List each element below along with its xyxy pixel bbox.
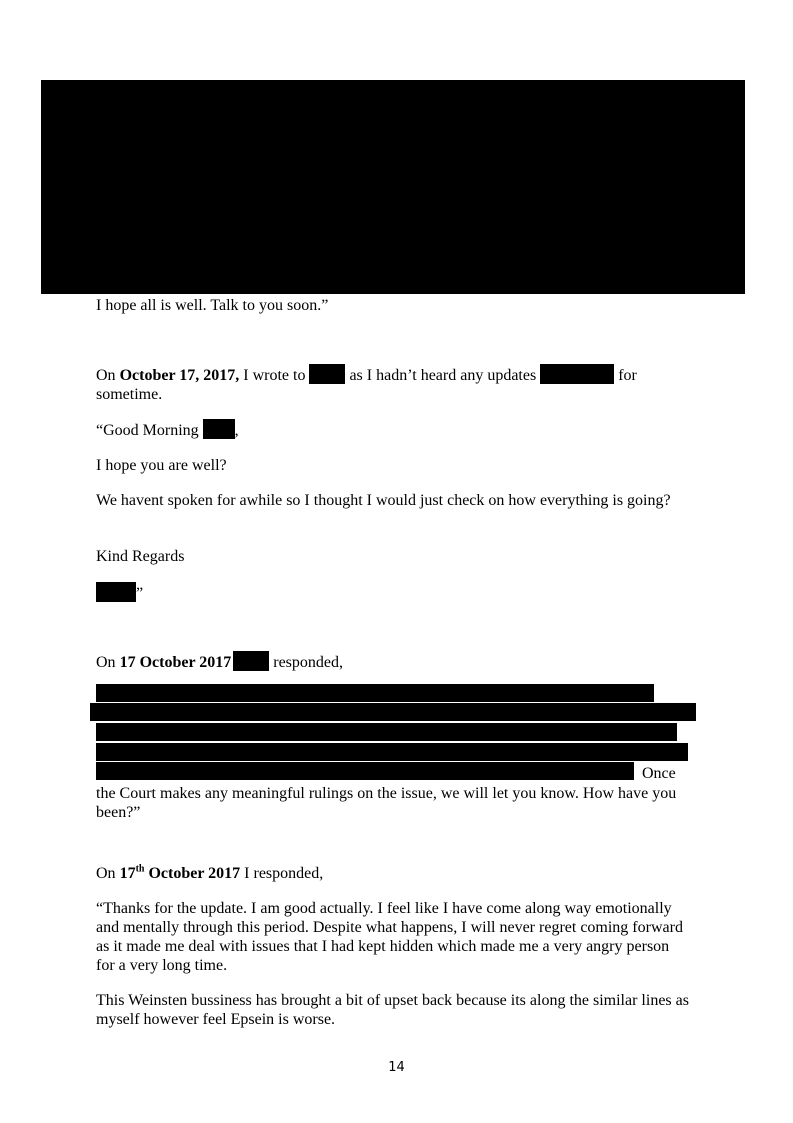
paragraph-i-responded: On 17th October 2017 I responded,: [96, 863, 324, 882]
date-17th-october: 17th October 2017: [119, 863, 241, 882]
date-october-17: October 17, 2017,: [119, 367, 240, 384]
paragraph-october-17: On October 17, 2017, I wrote to as I hadn’t heard any updates for sometime.: [96, 364, 706, 404]
redaction-line: [90, 703, 696, 721]
closing-line: I hope all is well. Talk to you soon.”: [96, 297, 329, 314]
thanks-paragraph: “Thanks for the update. I am good actually. I feel like I have come along way emotionally and mentally through this period. Despite what happens, I will never regret coming forward as it made me deal with issues that I had kept hidden which made me a very angry person for a very long time.: [96, 900, 683, 974]
line-hope: I hope you are well?: [96, 457, 227, 474]
redaction: [96, 582, 136, 602]
redaction: [309, 364, 345, 384]
line-havent-spoken: We havent spoken for awhile so I thought I would just check on how everything is going?: [96, 492, 671, 509]
redaction: [540, 364, 614, 384]
page-number: 14: [388, 1060, 405, 1075]
redaction-line: [96, 762, 634, 780]
redaction-line: [96, 684, 654, 702]
redaction-block-top: [41, 80, 745, 294]
redaction-line: [96, 723, 677, 741]
signature-line: ”: [96, 582, 706, 603]
line-kind-regards: Kind Regards: [96, 548, 185, 565]
weinstein-paragraph: This Weinsten bussiness has brought a bit of upset back because its along the similar lines as myself however feel Epsein is worse.: [96, 992, 689, 1028]
redaction: [203, 419, 235, 439]
greeting-line: “Good Morning ,: [96, 419, 706, 440]
paragraph-responded: On 17 October 2017 responded,: [96, 651, 706, 672]
redaction-line: [96, 743, 688, 761]
word-once: Once: [642, 765, 676, 782]
date-17-october: 17 October 2017: [119, 654, 232, 671]
court-rulings-text: the Court makes any meaningful rulings on the issue, we will let you know. How have you been?”: [96, 785, 677, 821]
redaction: [233, 651, 269, 671]
